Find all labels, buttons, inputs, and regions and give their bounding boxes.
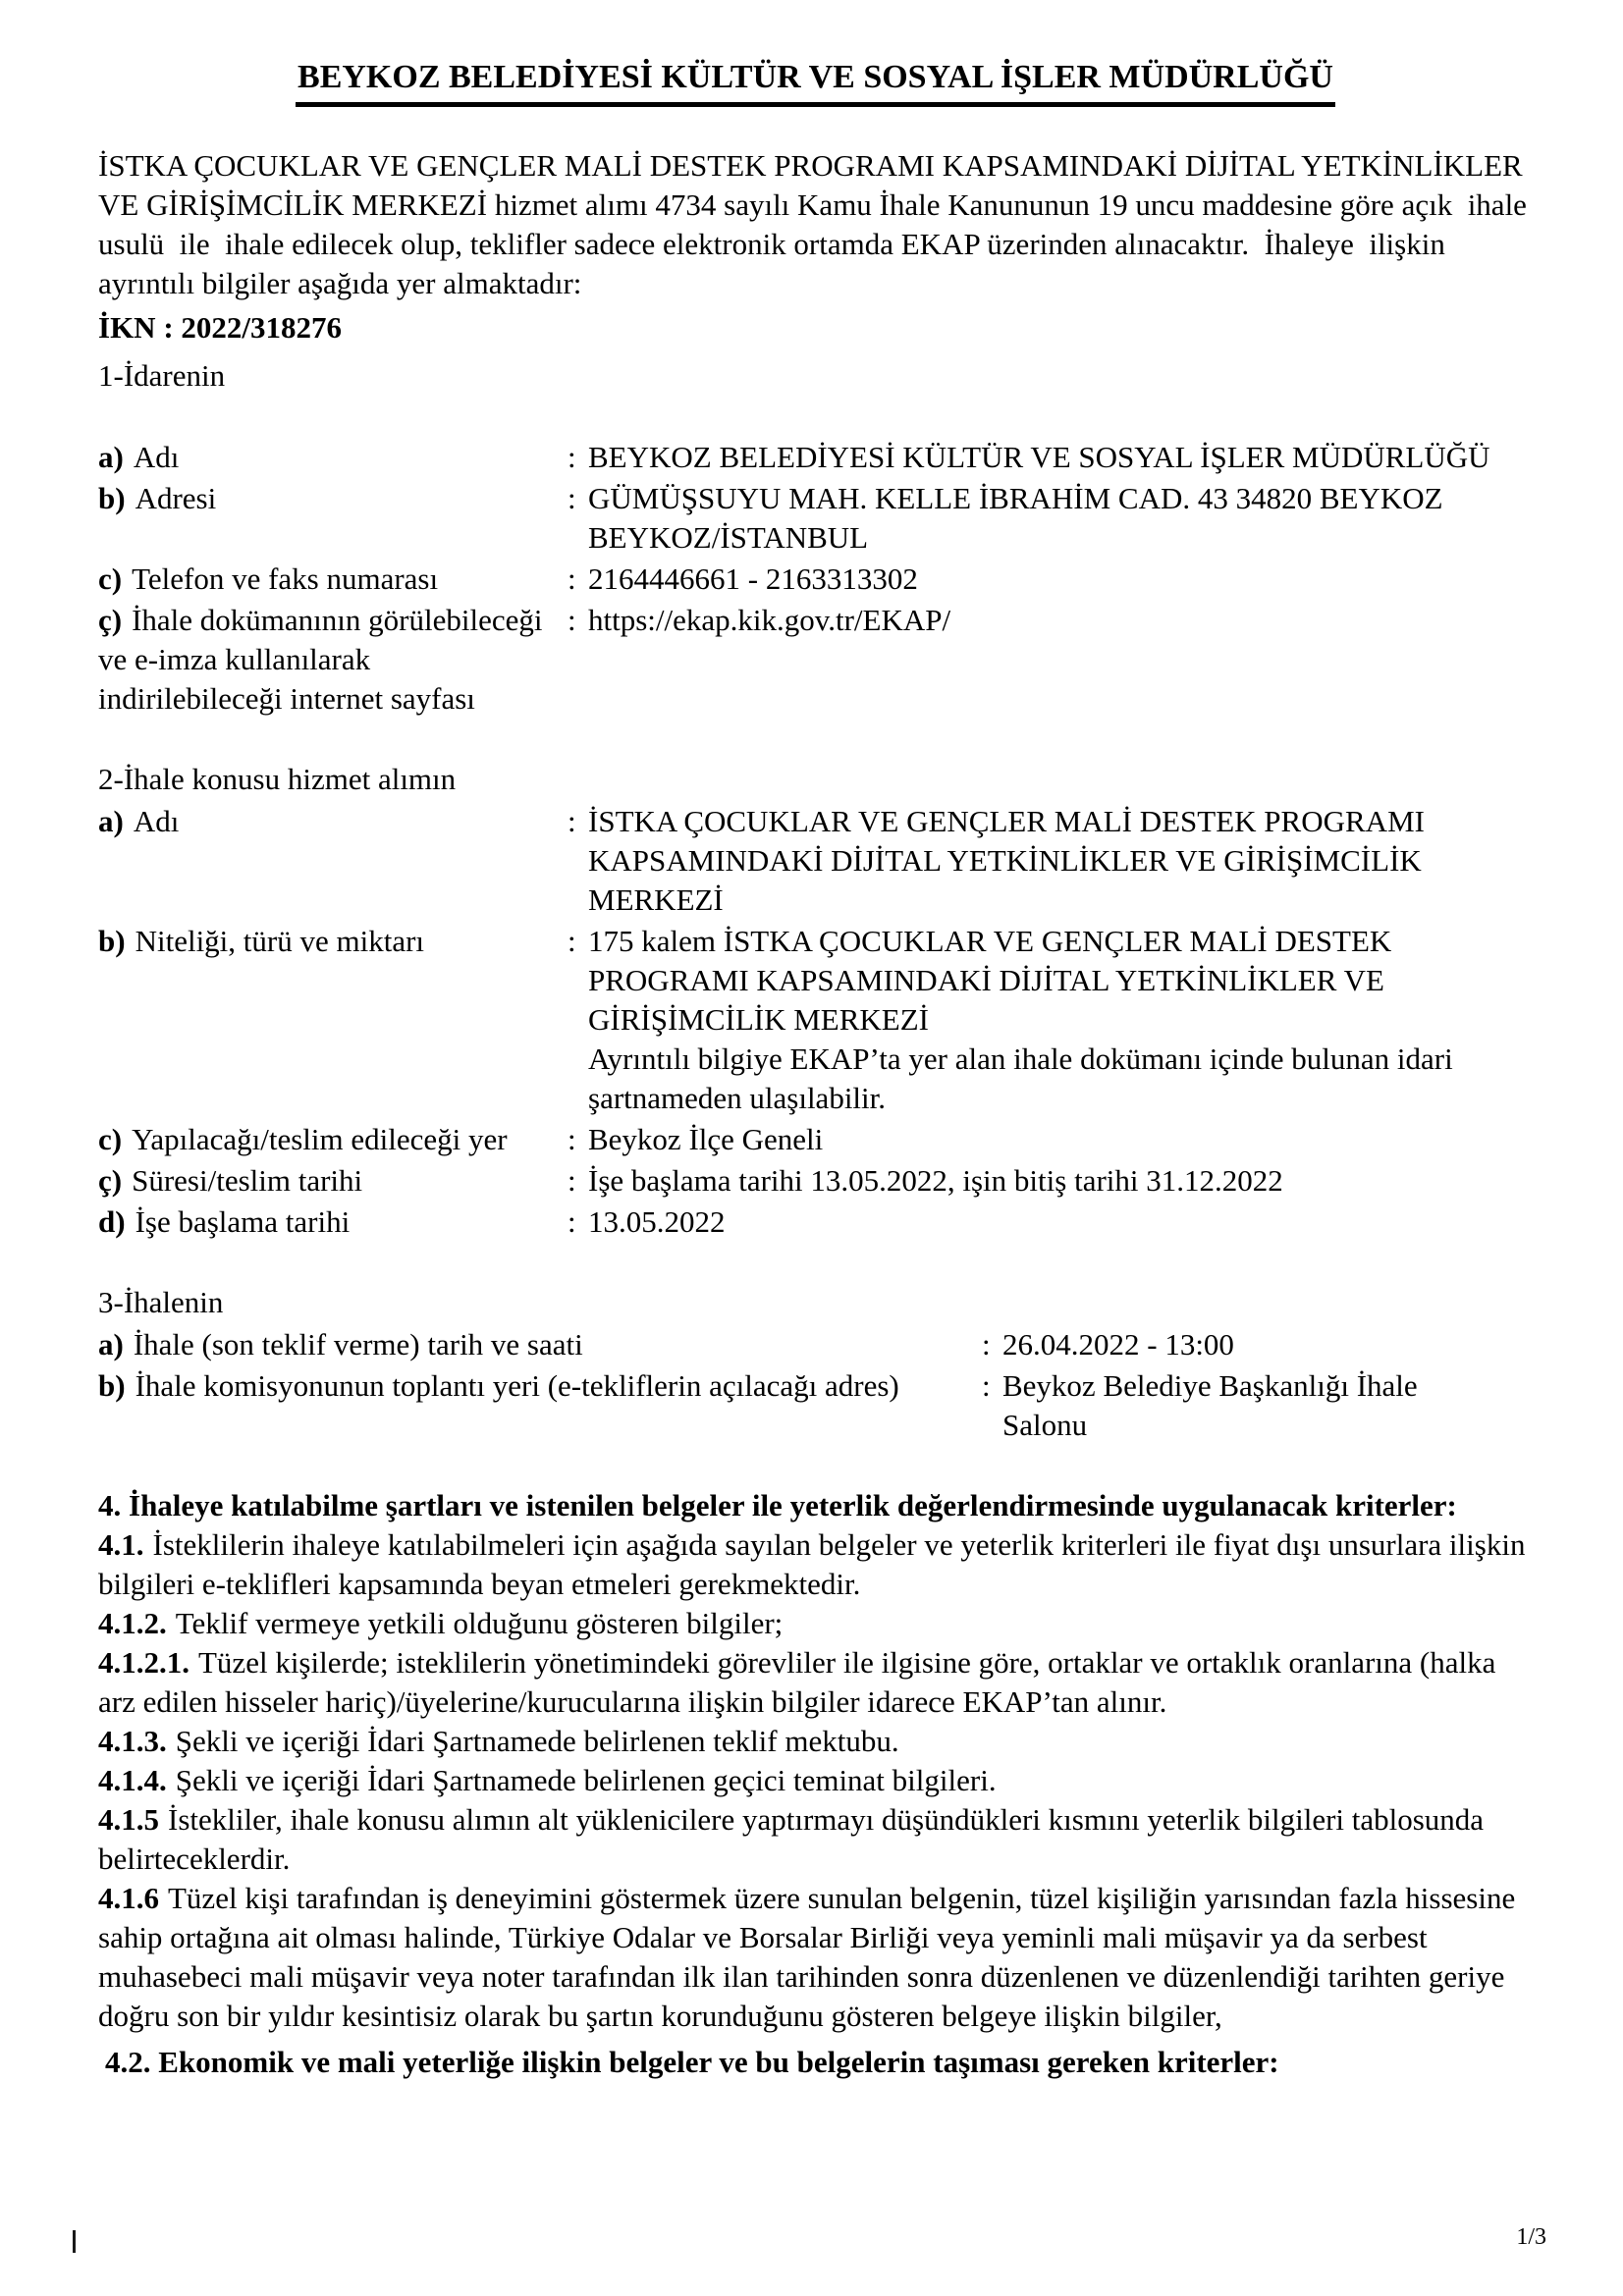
row-value <box>568 1120 1533 1159</box>
section-2-rows <box>98 802 1533 1242</box>
row-label-prefix: c) <box>98 561 123 596</box>
section-3-heading: 3-İhalenin <box>98 1285 224 1319</box>
clause-paragraph <box>98 1800 1533 1879</box>
intro-paragraph: İSTKA ÇOCUKLAR VE GENÇLER MALİ DESTEK PROGRAMI KAPSAMINDAKİ DİJİTAL YETKİNLİKLER VE GİRİŞİMCİLİK MERKEZİ hizmet alımı 4734 sayılı Kamu İhale Kanununun 19 uncu maddesine göre açık ihale usulü ile ihale edilecek olup, teklifler sadece elektronik ortamda EKAP üzerinden alınacaktır. İhaleye ilişkin ayrıntılı bilgiler aşağıda yer almaktadır: <box>98 148 1535 300</box>
table-row <box>98 1325 1533 1364</box>
section-1-heading: 1-İdarenin <box>98 358 226 393</box>
row-value-text: İSTKA ÇOCUKLAR VE GENÇLER MALİ DESTEK PROGRAMI KAPSAMINDAKİ DİJİTAL YETKİNLİKLER VE GİRİŞİMCİLİK MERKEZİ <box>588 804 1425 917</box>
row-label <box>98 1325 982 1364</box>
row-value <box>568 1161 1533 1201</box>
clause-text: Tüzel kişi tarafından iş deneyimini göstermek üzere sunulan belgenin, tüzel kişiliğin yarısından fazla hissesine sahip ortağına ait olması halinde, Türkiye Odalar ve Borsalar Birliği veya yeminli mali müşavir ya da serbest muhasebeci mali müşavir veya noter tarafından ilk ilan tarihinden sonra düzenlenen ve düzenlendiği tarihten geriye doğru son bir yıldır kesintisiz olarak bu şartın korunduğunu gösteren belgeye ilişkin bilgiler, <box>98 1881 1516 2033</box>
table-row <box>98 479 1533 558</box>
row-label-text: Adı <box>133 804 180 838</box>
row-label <box>98 1366 982 1445</box>
clause-text: İsteklilerin ihaleye katılabilmeleri için aşağıda sayılan belgeler ve yeterlik kriterleri ile fiyat dışı unsurlara ilişkin bilgileri e-teklifleri kapsamında beyan etmeleri gerekmektedir. <box>98 1527 1526 1601</box>
row-label-prefix: ç) <box>98 603 123 637</box>
clause-text: İstekliler, ihale konusu alımın alt yüklenicilere yaptırmayı düşündükleri kısmını yeterlik bilgileri tablosunda belirteceklerdir. <box>98 1802 1485 1876</box>
clause-paragraph <box>98 1761 1533 1800</box>
clause-text: Tüzel kişilerde; isteklilerin yönetimindeki görevliler ile ilgisine göre, ortaklar ve ortaklık oranlarına (halka arz edilen hisseler hariç)/üyelerine/kurucularına ilişkin bilgiler idarece EKAP’tan alınır. <box>98 1645 1496 1719</box>
table-row <box>98 1161 1533 1201</box>
colon-separator: : <box>568 924 576 958</box>
row-label <box>98 1202 568 1242</box>
colon-separator: : <box>568 561 576 596</box>
row-value <box>568 479 1533 558</box>
section-4-heading: 4. İhaleye katılabilme şartları ve istenilen belgeler ile yeterlik değerlendirmesinde uygulanacak kriterler: <box>98 1488 1457 1522</box>
colon-separator: : <box>568 1204 576 1239</box>
table-row <box>98 1366 1533 1445</box>
colon-separator: : <box>568 481 576 515</box>
row-label-text: İşe başlama tarihi <box>135 1204 351 1239</box>
clause-text: Şekli ve içeriği İdari Şartnamede belirlenen teklif mektubu. <box>175 1724 899 1758</box>
row-label-text: İhale (son teklif verme) tarih ve saati <box>133 1327 583 1362</box>
clause-text: Teklif vermeye yetkili olduğunu gösteren bilgiler; <box>175 1606 784 1640</box>
colon-separator: : <box>568 1122 576 1156</box>
table-row <box>98 922 1533 1118</box>
row-value <box>568 438 1533 477</box>
row-value <box>568 1202 1533 1242</box>
row-value-text: Beykoz İlçe Geneli <box>588 1122 824 1156</box>
row-label <box>98 922 568 1118</box>
clause-number: 4.1.4. <box>98 1763 167 1797</box>
row-label-prefix: c) <box>98 1122 123 1156</box>
table-row <box>98 560 1533 599</box>
row-value-text: 13.05.2022 <box>588 1204 726 1239</box>
row-label-prefix: d) <box>98 1204 126 1239</box>
colon-separator: : <box>568 603 576 637</box>
clause-paragraph <box>98 1604 1533 1643</box>
clause-number: 4.1. <box>98 1527 144 1562</box>
row-value <box>568 802 1533 920</box>
table-row <box>98 438 1533 477</box>
row-value <box>982 1366 1533 1445</box>
colon-separator: : <box>568 804 576 838</box>
section-3-rows <box>98 1325 1533 1445</box>
row-value <box>982 1325 1533 1364</box>
table-row <box>98 1120 1533 1159</box>
row-value-text: 175 kalem İSTKA ÇOCUKLAR VE GENÇLER MALİ DESTEK PROGRAMI KAPSAMINDAKİ DİJİTAL YETKİNLİKLER VE GİRİŞİMCİLİK MERKEZİ <box>588 924 1392 1037</box>
clause-number: 4.1.5 <box>98 1802 159 1837</box>
row-value-text: İşe başlama tarihi 13.05.2022, işin bitiş tarihi 31.12.2022 <box>588 1163 1283 1198</box>
row-label <box>98 438 568 477</box>
clause-text: Şekli ve içeriği İdari Şartnamede belirlenen geçici teminat bilgileri. <box>175 1763 997 1797</box>
page-title: BEYKOZ BELEDİYESİ KÜLTÜR VE SOSYAL İŞLER MÜDÜRLÜĞÜ <box>296 57 1335 107</box>
row-value-text: GÜMÜŞSUYU MAH. KELLE İBRAHİM CAD. 43 34820 BEYKOZ BEYKOZ/İSTANBUL <box>588 481 1443 555</box>
row-label <box>98 1120 568 1159</box>
colon-separator: : <box>982 1368 991 1403</box>
page-edge-artifact <box>73 2230 76 2253</box>
clause-paragraph <box>98 1525 1533 1604</box>
table-row <box>98 601 1533 719</box>
row-label-prefix: b) <box>98 924 126 958</box>
clause-paragraph <box>98 1879 1533 2036</box>
row-label-text: Telefon ve faks numarası <box>132 561 439 596</box>
ekap-url-text: https://ekap.kik.gov.tr/EKAP/ <box>588 603 951 637</box>
row-value <box>568 560 1533 599</box>
section-1-rows <box>98 438 1533 719</box>
row-value-text: 2164446661 - 2163313302 <box>588 561 918 596</box>
clause-paragraph <box>98 1643 1533 1722</box>
section-2-heading: 2-İhale konusu hizmet alımın <box>98 762 457 796</box>
row-label-prefix: b) <box>98 1368 126 1403</box>
row-label-prefix: ç) <box>98 1163 123 1198</box>
colon-separator: : <box>982 1327 991 1362</box>
row-label <box>98 560 568 599</box>
clause-paragraph <box>98 1722 1533 1761</box>
row-label <box>98 802 568 920</box>
row-label-text: Süresi/teslim tarihi <box>132 1163 363 1198</box>
row-label-text: İhale komisyonunun toplantı yeri (e-tekliflerin açılacağı adres) <box>135 1368 899 1403</box>
row-label <box>98 479 568 558</box>
row-label-prefix: a) <box>98 440 124 474</box>
row-label-text: Niteliği, türü ve miktarı <box>135 924 425 958</box>
table-row <box>98 802 1533 920</box>
ikn-line: İKN : 2022/318276 <box>98 310 342 345</box>
row-label-prefix: a) <box>98 1327 124 1362</box>
row-value-text: Beykoz Belediye Başkanlığı İhale Salonu <box>1002 1368 1418 1442</box>
row-value-text: 26.04.2022 - 13:00 <box>1002 1327 1234 1362</box>
row-value-text: BEYKOZ BELEDİYESİ KÜLTÜR VE SOSYAL İŞLER MÜDÜRLÜĞÜ <box>588 440 1490 474</box>
row-label-text: Adresi <box>135 481 217 515</box>
table-row <box>98 1202 1533 1242</box>
row-value <box>568 922 1533 1118</box>
row-value-note: Ayrıntılı bilgiye EKAP’ta yer alan ihale dokümanı içinde bulunan idari şartnameden ulaşılabilir. <box>588 1041 1453 1115</box>
title-block <box>98 57 1533 107</box>
row-label <box>98 601 568 719</box>
row-value <box>568 601 1533 719</box>
row-label-text: Yapılacağı/teslim edileceği yer <box>132 1122 508 1156</box>
section-4-2-heading: 4.2. Ekonomik ve mali yeterliğe ilişkin belgeler ve bu belgelerin taşıması gereken kriterler: <box>105 2045 1279 2079</box>
colon-separator: : <box>568 440 576 474</box>
page-number: 1/3 <box>1516 2224 1546 2250</box>
row-label-text: Adı <box>133 440 180 474</box>
clause-number: 4.1.2.1. <box>98 1645 189 1680</box>
row-value-group <box>588 922 1533 1118</box>
row-label <box>98 1161 568 1201</box>
clause-number: 4.1.3. <box>98 1724 167 1758</box>
row-label-prefix: b) <box>98 481 126 515</box>
colon-separator: : <box>568 1163 576 1198</box>
row-label-text: İhale dokümanının görülebileceği ve e-imza kullanılarak indirilebileceği internet sayfası <box>98 603 543 716</box>
row-label-prefix: a) <box>98 804 124 838</box>
clause-number: 4.1.6 <box>98 1881 159 1915</box>
clause-number: 4.1.2. <box>98 1606 167 1640</box>
